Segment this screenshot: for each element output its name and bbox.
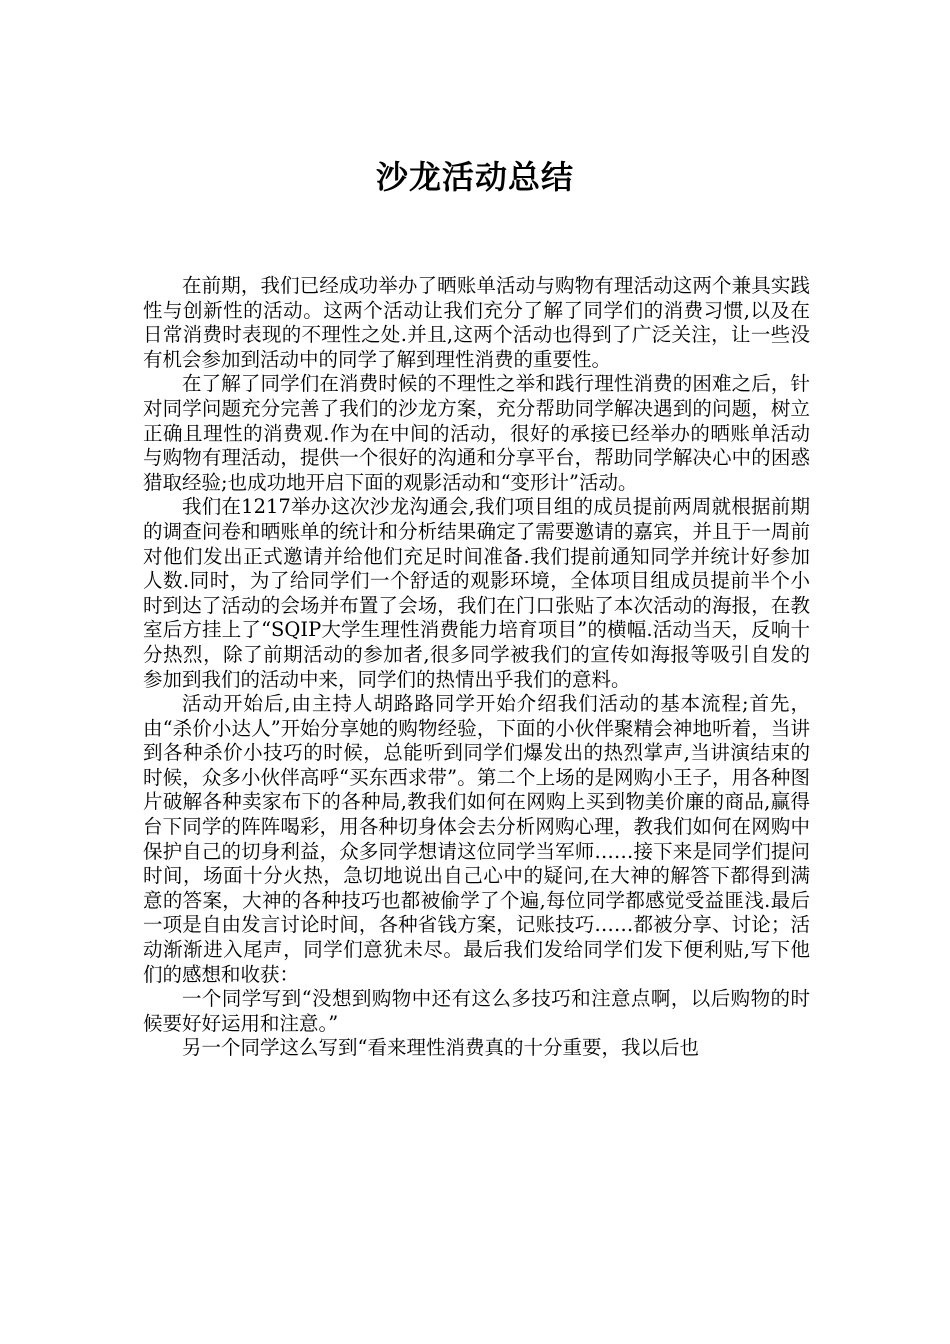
- paragraph-3: 我们在1217举办这次沙龙沟通会,我们项目组的成员提前两周就根据前期的调查问卷和晒账单的统计和分析结果确定了需要邀请的嘉宾，并且于一周前对他们发出正式邀请并给他们充足时间准备.我们提前通知同学并统计好参加人数.同时，为了给同学们一个舒适的观影环境，全体项目组成员提前半个小时到达了活动的会场并布置了会场，我们在门口张贴了本次活动的海报，在教室后方挂上了“SQIP大学生理性消费能力培育项目”的横幅.活动当天，反响十分热烈，除了前期活动的参加者,很多同学被我们的宣传如海报等吸引自发的参加到我们的活动中来，同学们的热情出乎我们的意料。: [143, 495, 810, 691]
- paragraph-5: 一个同学写到“没想到购物中还有这么多技巧和注意点啊，以后购物的时候要好好运用和注意。”: [143, 987, 810, 1035]
- document-title: 沙龙活动总结: [375, 158, 574, 196]
- paragraph-4: 活动开始后,由主持人胡路路同学开始介绍我们活动的基本流程;首先，由“杀价小达人”开始分享她的购物经验，下面的小伙伴聚精会神地听着，当讲到各种杀价小技巧的时候，总能听到同学们爆发出的热烈掌声,当讲演结束的时候，众多小伙伴高呼“买东西求带”。第二个上场的是网购小王子，用各种图片破解各种卖家布下的各种局,教我们如何在网购上买到物美价廉的商品,赢得台下同学的阵阵喝彩，用各种切身体会去分析网购心理，教我们如何在网购中保护自己的切身利益，众多同学想请这位同学当军师……接下来是同学们提问时间，场面十分火热，急切地说出自己心中的疑问,在大神的解答下都得到满意的答案，大神的各种技巧也都被偷学了个遍,每位同学都感觉受益匪浅.最后一项是自由发言讨论时间，各种省钱方案，记账技巧……都被分享、讨论；活动渐渐进入尾声，同学们意犹未尽。最后我们发给同学们发下便利贴,写下他们的感想和收获：: [143, 692, 810, 986]
- paragraph-2: 在了解了同学们在消费时候的不理性之举和践行理性消费的困难之后，针对同学问题充分完善了我们的沙龙方案，充分帮助同学解决遇到的问题，树立正确且理性的消费观.作为在中间的活动，很好的承接已经举办的晒账单活动与购物有理活动，提供一个很好的沟通和分享平台，帮助同学解决心中的困惑猎取经验;也成功地开启下面的观影活动和“变形计”活动。: [143, 372, 810, 494]
- paragraph-1: 在前期，我们已经成功举办了晒账单活动与购物有理活动这两个兼具实践性与创新性的活动。这两个活动让我们充分了解了同学们的消费习惯,以及在日常消费时表现的不理性之处.并且,这两个活动也得到了广泛关注，让一些没有机会参加到活动中的同学了解到理性消费的重要性。: [143, 274, 810, 371]
- paragraph-6: 另一个同学这么写到“看来理性消费真的十分重要，我以后也: [182, 1036, 699, 1060]
- document-body: [143, 274, 810, 1061]
